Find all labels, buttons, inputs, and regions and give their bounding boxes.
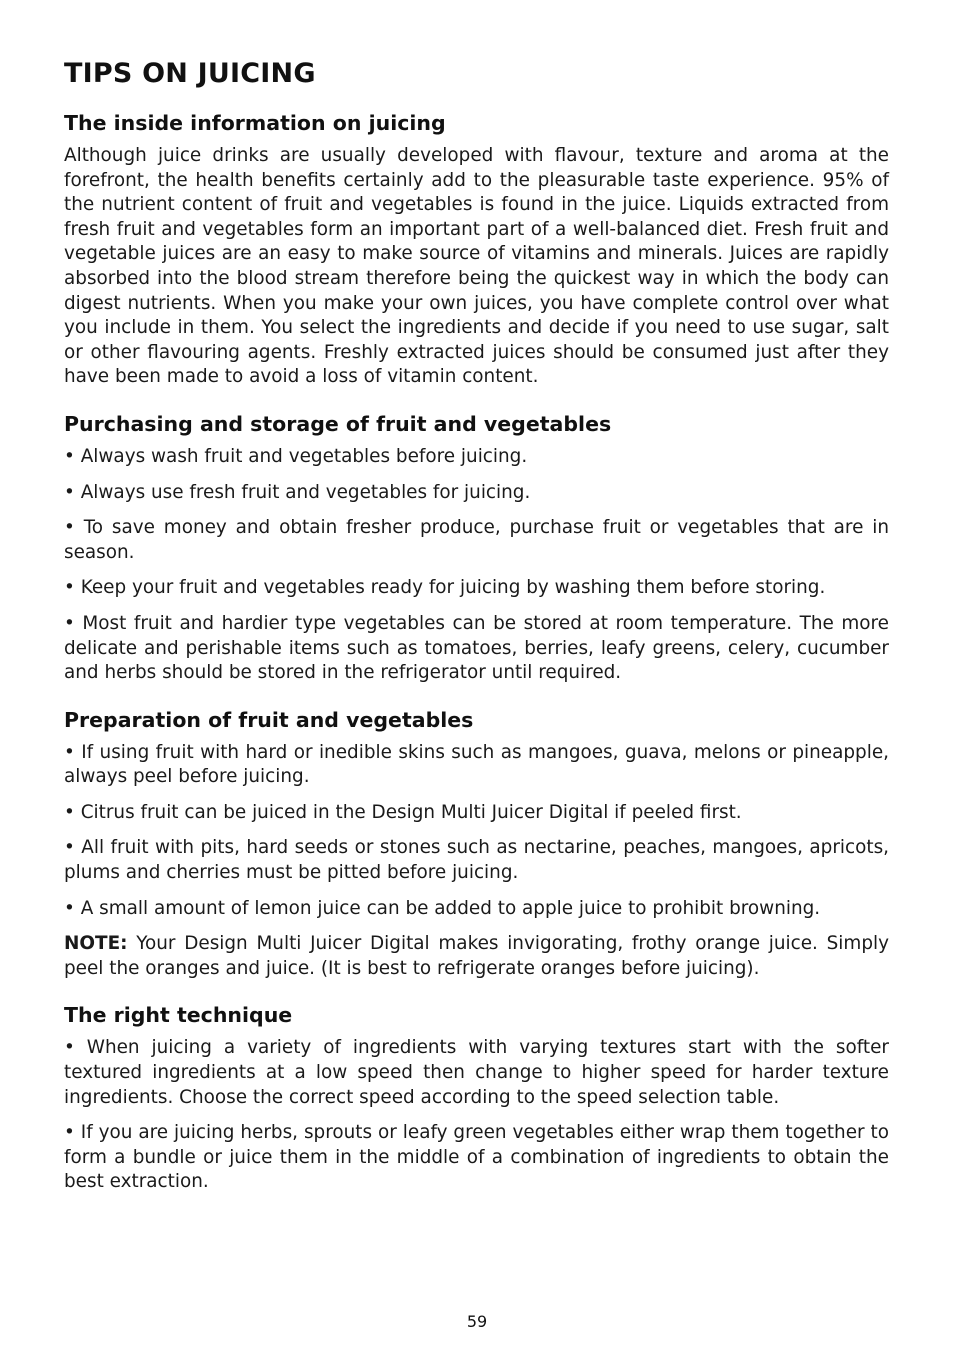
note-text: Your Design Multi Juicer Digital makes invigorating, frothy orange juice. Simply peel the oranges and juice. (It is best to refrigerate oranges before juicing). [64,933,889,979]
list-item: • All fruit with pits, hard seeds or stones such as nectarine, peaches, mangoes, apricots, plums and cherries must be pitted before juicing. [64,837,889,884]
note-label: NOTE: [64,933,128,955]
document-page [64,58,889,1217]
section-heading: Preparation of fruit and vegetables [64,707,474,732]
section-preparation [64,708,889,982]
section-purchasing-storage [64,412,889,686]
list-item: • Always wash fruit and vegetables before juicing. [64,445,528,467]
section-inside-information [64,111,889,390]
list-item: • Most fruit and hardier type vegetables can be stored at room temperature. The more delicate and perishable items such as tomatoes, berries, leafy greens, celery, cucumber and herbs should be stored in the refrigerator until required. [64,612,889,684]
page-number: 59 [466,1312,488,1331]
page-title: TIPS ON JUICING [64,58,316,89]
list-item: • If using fruit with hard or inedible skins such as mangoes, guava, melons or pineapple, always peel before juicing. [64,741,889,788]
section-paragraph: Although juice drinks are usually developed with flavour, texture and aroma at the forefront, the health benefits certainly add to the pleasurable taste experience. 95% of the nutrient content of fruit and vegetables is found in the juice. Liquids extracted from fresh fruit and vegetables form an important part of a well-balanced diet. Fresh fruit and vegetable juices are an easy to make source of vitamins and minerals. Juices are rapidly absorbed into the blood stream therefore being the quickest way in which the body can digest nutrients. When you make your own juices, you have complete control over what you include in them. You select the ingredients and decide if you need to use sugar, salt or other flavouring agents. Freshly extracted juices should be consumed just after they have been made to avoid a loss of vitamin content. [64,145,889,388]
list-item: • A small amount of lemon juice can be added to apple juice to prohibit browning. [64,897,821,919]
list-item: • Citrus fruit can be juiced in the Design Multi Juicer Digital if peeled first. [64,801,742,823]
list-item: • To save money and obtain fresher produce, purchase fruit or vegetables that are in season. [64,517,889,563]
section-heading: The inside information on juicing [64,111,446,135]
list-item: • When juicing a variety of ingredients with varying textures start with the softer textured ingredients at a low speed then change to higher speed for harder texture ingredients. Choose the correct speed according to the speed selection table. [64,1037,889,1108]
section-heading: The right technique [64,1003,293,1028]
section-right-technique [64,1003,889,1195]
list-item: • If you are juicing herbs, sprouts or leafy green vegetables either wrap them together to form a bundle or juice them in the middle of a combination of ingredients to obtain the best extraction. [64,1122,889,1193]
list-item: • Keep your fruit and vegetables ready for juicing by washing them before storing. [64,577,826,599]
note-paragraph [64,932,889,981]
section-heading: Purchasing and storage of fruit and vegetables [64,411,612,436]
list-item: • Always use fresh fruit and vegetables for juicing. [64,481,531,503]
